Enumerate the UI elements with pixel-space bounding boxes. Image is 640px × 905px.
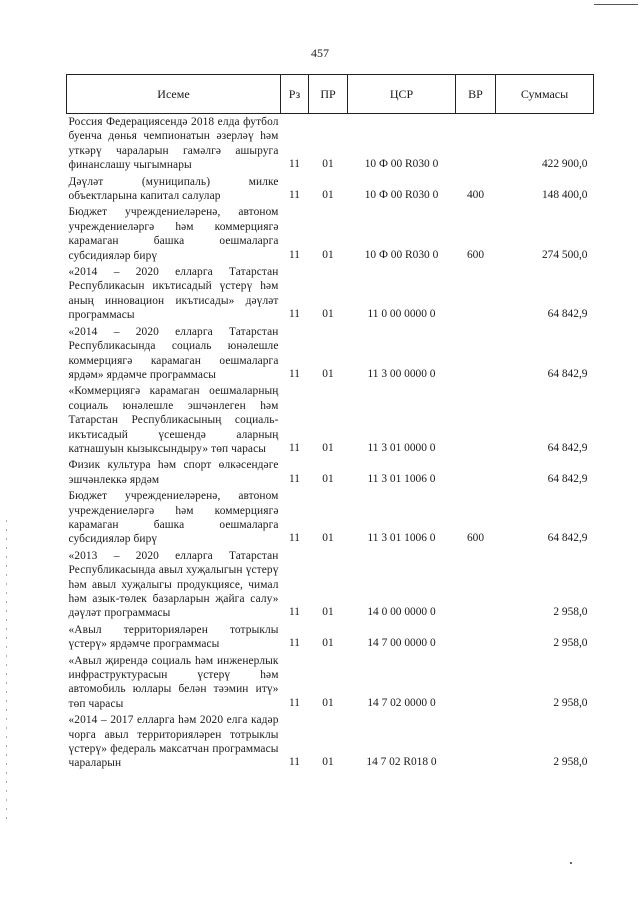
row-csr: 11 3 01 1006 0 [367, 532, 436, 545]
row-vr: 400 [466, 189, 485, 202]
row-pr: 01 [322, 158, 334, 171]
table-row [67, 174, 594, 205]
row-vr [456, 264, 496, 324]
row-name: «2013 – 2020 елларга Татарстан Республикасында авыл хуҗалыгын үстерү һәм авыл хуҗалыгы продукциясе, чимал һәм азык-төлек базарларын җайга салу» дәүләт программасы [68, 549, 279, 620]
header-pr: ПР [309, 75, 348, 114]
row-pr: 01 [322, 756, 334, 769]
row-vr [456, 712, 496, 772]
row-rz: 11 [289, 367, 300, 380]
row-rz: 11 [289, 606, 300, 619]
table-row [67, 622, 594, 653]
row-sum: 64 842,9 [547, 367, 588, 380]
table-row [67, 114, 594, 174]
row-pr: 01 [322, 248, 334, 261]
scan-margin-dots [6, 520, 7, 820]
row-rz: 11 [289, 532, 300, 545]
row-name: «2014 – 2020 елларга Татарстан Республикасын икътисадый үстерү һәм аның инновацион икътисады» дәүләт программасы [68, 266, 279, 322]
row-rz: 11 [289, 756, 300, 769]
row-name: «2014 – 2017 елларга һәм 2020 елга кадәр чорга авыл территорияләрен тотрыклы үстерү» федераль максатчан программасы чараларын [68, 714, 279, 770]
row-sum: 2 958,0 [553, 606, 588, 619]
row-csr: 14 7 00 0000 0 [367, 637, 436, 650]
table-row [67, 324, 594, 384]
row-pr: 01 [322, 532, 334, 545]
row-pr: 01 [322, 472, 334, 485]
row-pr: 01 [322, 308, 334, 321]
row-name: «Авыл территорияләрен тотрыклы үстерү» ярдәмче программасы [68, 623, 279, 651]
row-csr: 11 3 01 1006 0 [367, 472, 436, 485]
row-vr [456, 324, 496, 384]
header-vr: ВР [456, 75, 496, 114]
row-sum: 64 842,9 [547, 308, 588, 321]
row-name: Бюджет учреждениеләренә, автоном учреждениеләргә һәм коммерциягә карамаган башка оешмаларга субсидияләр бирү [68, 206, 279, 262]
row-pr: 01 [322, 367, 334, 380]
row-sum: 274 500,0 [541, 248, 588, 261]
row-vr [456, 548, 496, 622]
row-rz: 11 [289, 637, 300, 650]
row-rz: 11 [289, 441, 300, 454]
header-sum: Суммасы [496, 75, 594, 114]
page-number: 457 [311, 46, 329, 60]
row-sum: 2 958,0 [553, 637, 588, 650]
row-pr: 01 [322, 441, 334, 454]
row-csr: 11 3 01 0000 0 [367, 441, 436, 454]
row-vr: 600 [466, 532, 485, 545]
row-name: Физик культура һәм спорт өлкәсендәге эшчәнлеккә ярдәм [68, 459, 279, 486]
row-csr: 11 3 00 0000 0 [367, 367, 436, 380]
row-name: «2014 – 2020 елларга Татарстан Республикасында социаль юнәлешле коммерциягә карамаган оешмаларга ярдәм» ярдәмче программасы [68, 325, 279, 381]
row-pr: 01 [322, 189, 334, 202]
row-sum: 2 958,0 [553, 756, 588, 769]
scan-speck [570, 862, 572, 864]
row-csr: 10 Ф 00 R030 0 [364, 248, 439, 261]
header-csr: ЦСР [348, 75, 456, 114]
row-pr: 01 [322, 606, 334, 619]
budget-table [66, 74, 594, 772]
scan-corner-mark [594, 4, 638, 5]
row-sum: 422 900,0 [541, 158, 588, 171]
row-vr [456, 383, 496, 457]
row-rz: 11 [289, 696, 300, 709]
table-body [67, 114, 594, 772]
header-name: Исеме [67, 75, 281, 114]
row-sum: 64 842,9 [547, 472, 588, 485]
row-vr [456, 114, 496, 174]
row-csr: 11 0 00 0000 0 [367, 308, 436, 321]
row-vr [456, 622, 496, 653]
row-name: Россия Федерациясендә 2018 елда футбол буенча дөнья чемпионатын әзерләү һәм уткәрү чараларын гамәлгә ашыруга финанслашу чыгымнары [68, 116, 279, 172]
table-row [67, 264, 594, 324]
row-csr: 10 Ф 00 R030 0 [364, 189, 439, 202]
row-name: «Коммерциягә карамаган оешмаларның социаль юнәлешле эшчәнлеген һәм Татарстан Республикасының социаль-икътисадый үсешендә аларның катнашуын кызыксындыру» төп чарасы [68, 385, 279, 455]
row-name: Бюджет учреждениеләренә, автоном учреждениеләргә һәм коммерциягә карамаган башка оешмаларга субсидияләр бирү [68, 490, 279, 546]
table-row [67, 548, 594, 622]
row-vr [456, 653, 496, 713]
row-vr [456, 457, 496, 488]
row-sum: 64 842,9 [547, 441, 588, 454]
row-sum: 2 958,0 [553, 696, 588, 709]
table-row [67, 457, 594, 488]
row-vr: 600 [466, 248, 485, 261]
row-csr: 14 7 02 0000 0 [367, 696, 436, 709]
row-pr: 01 [322, 637, 334, 650]
row-sum: 64 842,9 [547, 532, 588, 545]
row-name: «Авыл җирендә социаль һәм инженерлык инфраструктурасын үстерү һәм автомобиль юллары белән тәэмин итү» төп чарасы [68, 654, 279, 710]
table-header-row [67, 75, 594, 114]
row-csr: 10 Ф 00 R030 0 [364, 158, 439, 171]
row-csr: 14 0 00 0000 0 [367, 606, 436, 619]
row-rz: 11 [289, 189, 300, 202]
row-pr: 01 [322, 696, 334, 709]
row-sum: 148 400,0 [541, 189, 588, 202]
header-rz: Рз [281, 75, 309, 114]
table-row [67, 712, 594, 772]
table-row [67, 383, 594, 457]
row-rz: 11 [289, 248, 300, 261]
table-row [67, 488, 594, 548]
table-row [67, 204, 594, 264]
row-rz: 11 [289, 308, 300, 321]
row-rz: 11 [289, 472, 300, 485]
table-row [67, 653, 594, 713]
row-csr: 14 7 02 R018 0 [366, 756, 437, 769]
row-rz: 11 [289, 158, 300, 171]
row-name: Дәүләт (муниципаль) милке объектларына капитал салулар [68, 175, 279, 203]
